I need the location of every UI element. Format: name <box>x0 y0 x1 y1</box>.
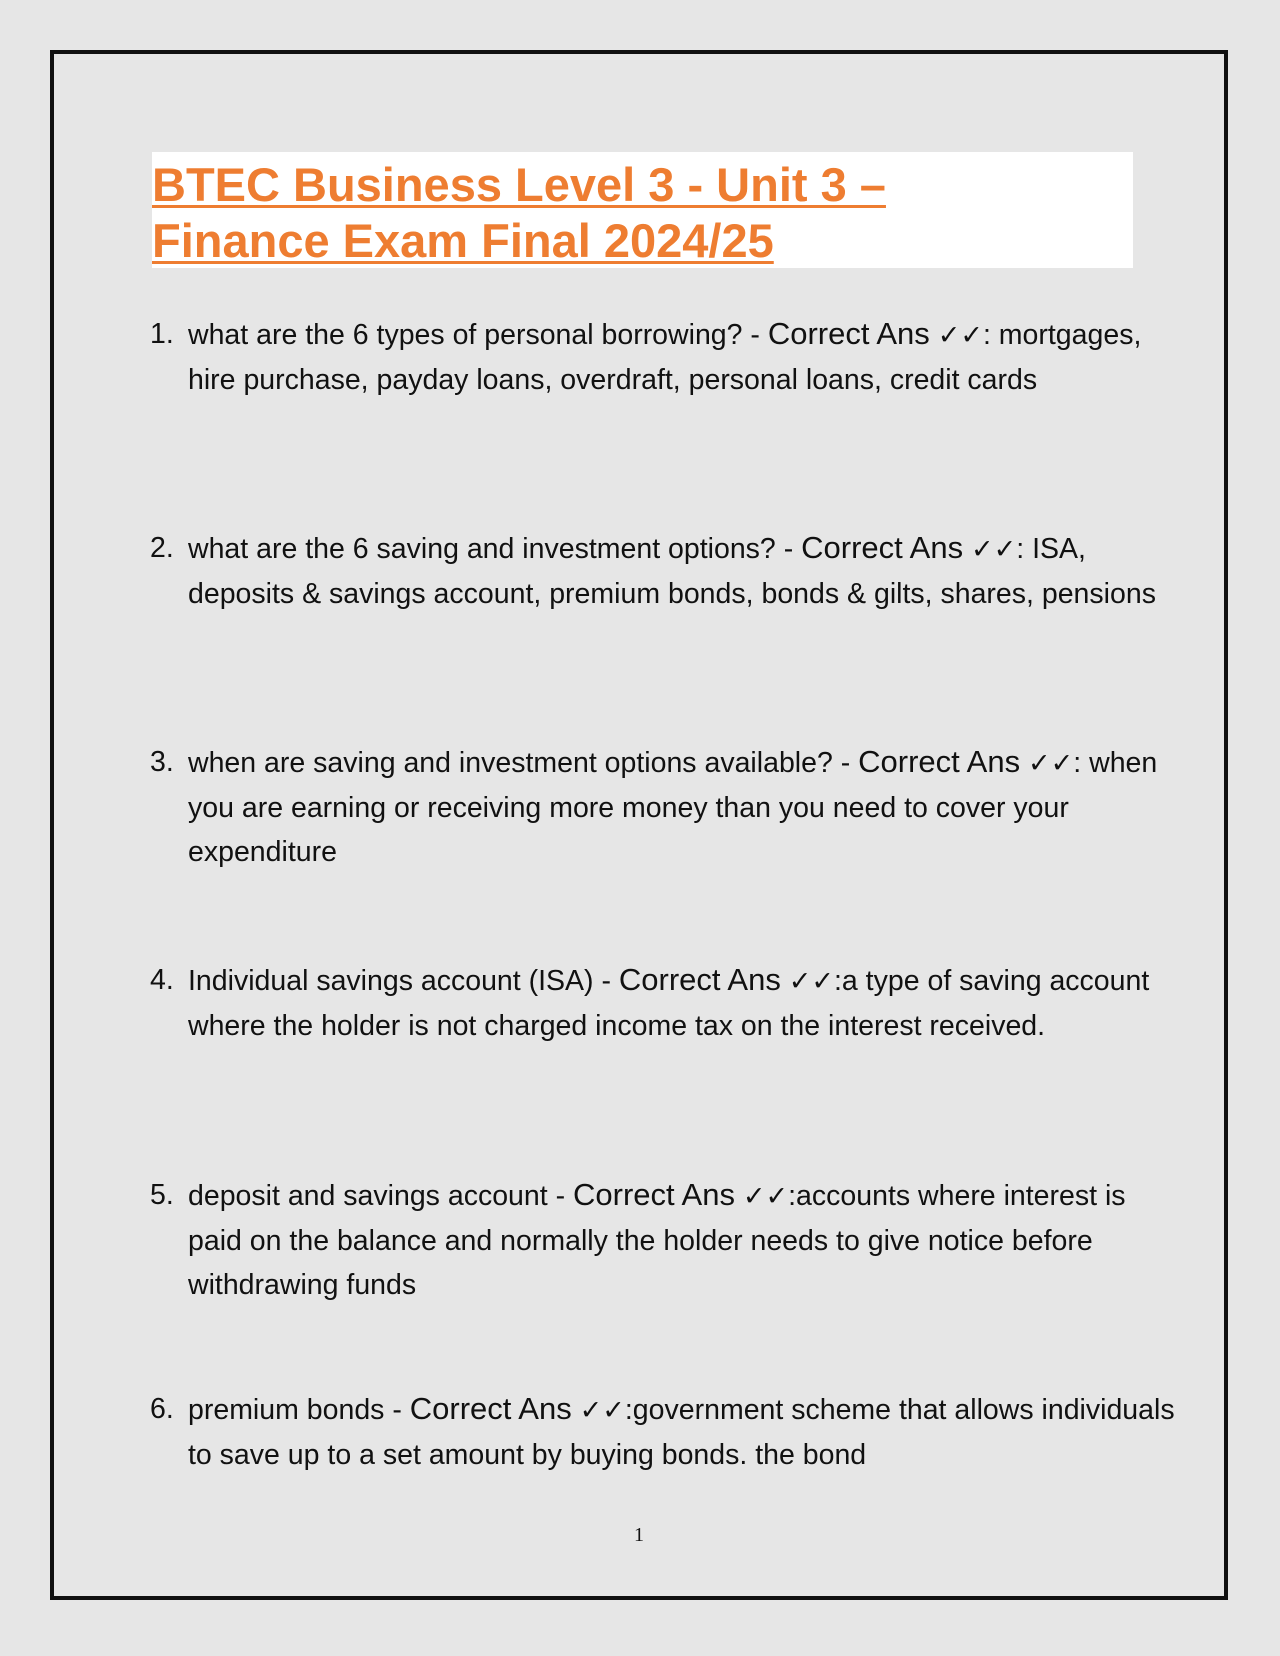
question-item <box>150 526 1180 616</box>
document-title <box>152 157 886 269</box>
question-item <box>150 312 1180 402</box>
correct-ans-label: Correct Ans <box>767 316 930 351</box>
correct-ans-label: Correct Ans <box>409 1391 572 1426</box>
title-line-1: BTEC Business Level 3 - Unit 3 – <box>152 158 886 211</box>
answer-text: : mortgages, hire purchase, payday loans, overdraft, personal loans, credit cards <box>188 319 1142 396</box>
correct-ans-label: Correct Ans <box>858 744 1021 779</box>
question-number: 4. <box>150 964 174 996</box>
question-number: 1. <box>150 318 174 350</box>
correct-ans-label: Correct Ans <box>801 530 964 565</box>
question-text: deposit and savings account - <box>188 1180 573 1212</box>
double-check-icon: ✓✓ <box>579 1395 625 1426</box>
question-item <box>150 1173 1180 1307</box>
answer-text: :a type of saving account where the holder is not charged income tax on the interest received. <box>188 965 1150 1042</box>
double-check-icon: ✓✓ <box>937 320 983 351</box>
double-check-icon: ✓✓ <box>742 1181 789 1212</box>
answer-text: : ISA, deposits & savings account, premium bonds, bonds & gilts, shares, pensions <box>188 533 1156 610</box>
question-number: 3. <box>150 746 174 778</box>
double-check-icon: ✓✓ <box>1028 748 1074 779</box>
answer-text: : when you are earning or receiving more money than you need to cover your expenditure <box>188 747 1158 868</box>
question-text: Individual savings account (ISA) - <box>188 965 619 997</box>
answer-text: :accounts where interest is paid on the balance and normally the holder needs to give notice before withdrawing funds <box>188 1180 1126 1301</box>
page-number: 1 <box>634 1524 644 1546</box>
answer-text: :government scheme that allows individuals to save up to a set amount by buying bonds. the bond <box>188 1394 1175 1471</box>
double-check-icon: ✓✓ <box>971 534 1017 565</box>
question-number: 6. <box>150 1393 174 1425</box>
double-check-icon: ✓✓ <box>788 966 834 997</box>
question-item <box>150 740 1180 874</box>
question-item <box>150 958 1180 1048</box>
page-frame <box>50 50 1228 1600</box>
question-number: 5. <box>150 1179 174 1211</box>
question-text: when are saving and investment options available? - <box>188 747 859 779</box>
question-text: what are the 6 types of personal borrowing? - <box>188 319 768 351</box>
correct-ans-label: Correct Ans <box>618 962 781 997</box>
question-text: what are the 6 saving and investment options? - <box>188 533 802 565</box>
title-line-2: Finance Exam Final 2024/25 <box>152 214 774 267</box>
correct-ans-label: Correct Ans <box>573 1177 735 1212</box>
question-item <box>150 1387 1180 1477</box>
question-text: premium bonds - <box>188 1394 410 1426</box>
question-number: 2. <box>150 532 174 564</box>
